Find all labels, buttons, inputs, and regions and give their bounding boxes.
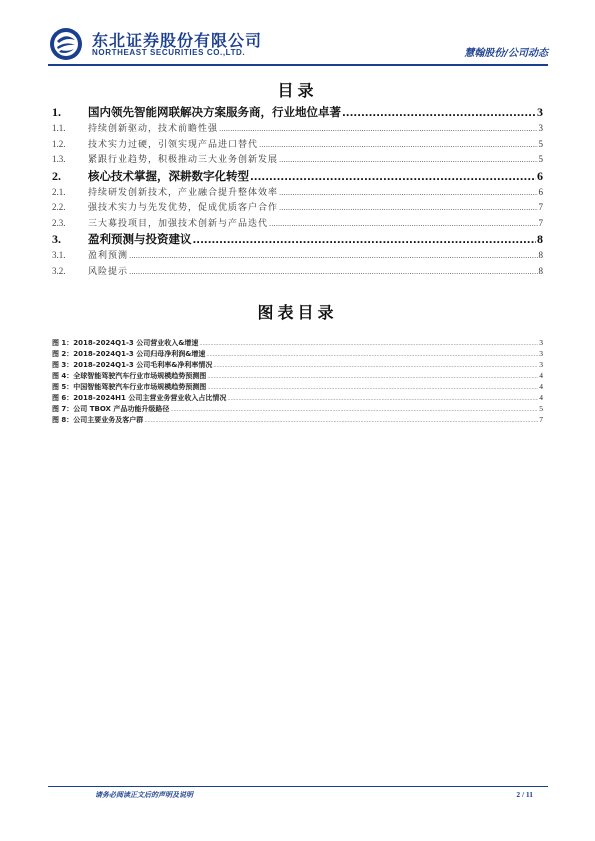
figure-entry-page: 7 bbox=[539, 415, 543, 424]
toc-entry[interactable] bbox=[52, 216, 543, 232]
toc-entry-page: 5 bbox=[538, 154, 543, 164]
dot-leader bbox=[219, 125, 537, 133]
figure-entry-page: 4 bbox=[539, 393, 543, 402]
company-logo bbox=[48, 26, 84, 62]
toc-entry-number: 3. bbox=[52, 232, 61, 246]
toc-entry-page: 8 bbox=[537, 232, 543, 246]
dot-leader bbox=[193, 235, 537, 246]
toc-entry-number: 2.2. bbox=[52, 202, 66, 212]
brand-name-en: NORTHEAST SECURITIES CO.,LTD. bbox=[92, 48, 246, 57]
figure-entry-page: 4 bbox=[539, 382, 543, 391]
dot-leader bbox=[259, 141, 537, 149]
figure-entry-title: 图 3：2018-2024Q1-3 公司毛利率&净利率情况 bbox=[52, 361, 213, 369]
toc-entry-number: 2.3. bbox=[52, 217, 66, 228]
figure-entry-title: 图 7：公司 TBOX 产品功能升级路径 bbox=[52, 405, 170, 413]
toc-entry-page: 5 bbox=[538, 138, 543, 149]
toc-entry-title: 三大募投项目，加强技术创新与产品迭代 bbox=[88, 218, 269, 229]
toc-entry-page: 3 bbox=[537, 105, 543, 119]
toc-entry-number: 1. bbox=[52, 105, 61, 119]
toc-entry-page: 6 bbox=[537, 168, 543, 183]
toc-entry-page: 8 bbox=[538, 250, 543, 260]
figure-entry[interactable] bbox=[52, 393, 543, 404]
toc-entry-number: 1.3. bbox=[52, 154, 66, 164]
figure-entry[interactable] bbox=[52, 404, 543, 415]
dot-leader bbox=[129, 252, 537, 260]
figure-entry[interactable] bbox=[52, 360, 543, 371]
toc-entry[interactable] bbox=[52, 168, 543, 185]
dot-leader bbox=[170, 407, 538, 413]
report-category: 慧翰股份/公司动态 bbox=[464, 48, 548, 59]
dot-leader bbox=[250, 172, 536, 183]
toc-entry[interactable] bbox=[52, 248, 543, 264]
toc-entry-title: 持续研发创新技术，产业融合提升整体效率 bbox=[88, 187, 279, 198]
toc-entry[interactable] bbox=[52, 185, 543, 201]
figure-entry-title: 图 8：公司主要业务及客户群 bbox=[52, 416, 144, 424]
dot-leader bbox=[199, 341, 538, 347]
header-divider bbox=[48, 64, 548, 66]
page-indicator: 2 / 11 bbox=[516, 790, 533, 799]
toc-entry-page: 8 bbox=[538, 265, 543, 276]
toc-entry-number: 2.1. bbox=[52, 186, 66, 197]
figure-entry[interactable] bbox=[52, 382, 543, 393]
toc-title: 目录 bbox=[277, 81, 318, 100]
figure-entry-page: 3 bbox=[539, 338, 543, 347]
dot-leader bbox=[342, 108, 536, 119]
toc-entry[interactable] bbox=[52, 264, 543, 280]
figure-entry-title: 图 6：2018-2024H1 公司主营业务营业收入占比情况 bbox=[52, 394, 227, 402]
toc-entry-number: 3.1. bbox=[52, 250, 66, 260]
figure-entry-page: 3 bbox=[539, 360, 543, 369]
figure-entry[interactable] bbox=[52, 371, 543, 382]
toc-entry-title: 强技术实力与先发优势，促成优质客户合作 bbox=[88, 203, 279, 213]
toc-entry[interactable] bbox=[52, 231, 543, 248]
figure-entry-title: 图 2：2018-2024Q1-3 公司归母净利润&增速 bbox=[52, 350, 206, 358]
toc-entry-title: 持续创新驱动，技术前瞻性强 bbox=[88, 124, 219, 134]
toc-entry-title: 风险提示 bbox=[88, 266, 129, 277]
table-of-contents bbox=[52, 104, 543, 279]
toc-entry-page: 7 bbox=[538, 202, 543, 212]
toc-entry-page: 6 bbox=[538, 186, 543, 197]
figure-entry-title: 图 5：中国智能驾驶汽车行业市场规模趋势预测图 bbox=[52, 383, 207, 391]
dot-leader bbox=[279, 156, 537, 164]
figures-title: 图表目录 bbox=[257, 303, 338, 322]
toc-entry-title: 盈利预测与投资建议 bbox=[88, 232, 192, 246]
dot-leader bbox=[227, 396, 538, 402]
list-of-figures bbox=[52, 338, 543, 426]
dot-leader bbox=[207, 385, 538, 391]
figure-entry-title: 图 4：全球智能驾驶汽车行业市场规模趋势预测图 bbox=[52, 372, 207, 380]
toc-entry-title: 紧跟行业趋势，积极推动三大业务创新发展 bbox=[88, 155, 279, 165]
toc-entry[interactable] bbox=[52, 200, 543, 216]
toc-entry-page: 7 bbox=[538, 217, 543, 228]
toc-entry-number: 1.1. bbox=[52, 123, 66, 133]
toc-entry[interactable] bbox=[52, 137, 543, 153]
dot-leader bbox=[206, 352, 538, 358]
footer-disclaimer: 请务必阅读正文后的声明及说明 bbox=[95, 791, 193, 799]
toc-entry-title: 盈利预测 bbox=[88, 251, 129, 261]
figure-entry[interactable] bbox=[52, 338, 543, 349]
toc-entry-title: 国内领先智能网联解决方案服务商，行业地位卓著 bbox=[88, 105, 341, 119]
footer-divider bbox=[48, 786, 548, 787]
toc-entry-title: 核心技术掌握，深耕数字化转型 bbox=[88, 168, 249, 183]
dot-leader bbox=[144, 418, 538, 424]
toc-entry-title: 技术实力过硬，引领实现产品进口替代 bbox=[88, 139, 259, 150]
dot-leader bbox=[213, 363, 538, 369]
toc-entry[interactable] bbox=[52, 104, 543, 121]
brand-name-cn: 东北证券股份有限公司 bbox=[92, 31, 263, 50]
toc-entry[interactable] bbox=[52, 121, 543, 137]
dot-leader bbox=[279, 204, 537, 212]
figure-entry[interactable] bbox=[52, 349, 543, 360]
dot-leader bbox=[207, 374, 538, 380]
figure-entry[interactable] bbox=[52, 415, 543, 426]
toc-entry-number: 2. bbox=[52, 168, 61, 183]
toc-entry-number: 1.2. bbox=[52, 138, 66, 149]
figure-entry-page: 3 bbox=[539, 349, 543, 358]
figure-entry-title: 图 1：2018-2024Q1-3 公司营业收入&增速 bbox=[52, 339, 199, 347]
figure-entry-page: 5 bbox=[539, 404, 543, 413]
dot-leader bbox=[279, 189, 537, 197]
figure-entry-page: 4 bbox=[539, 371, 543, 380]
dot-leader bbox=[129, 268, 537, 276]
toc-entry-page: 3 bbox=[538, 123, 543, 133]
page-header bbox=[48, 26, 548, 60]
dot-leader bbox=[269, 220, 537, 228]
toc-entry-number: 3.2. bbox=[52, 265, 66, 276]
toc-entry[interactable] bbox=[52, 152, 543, 168]
